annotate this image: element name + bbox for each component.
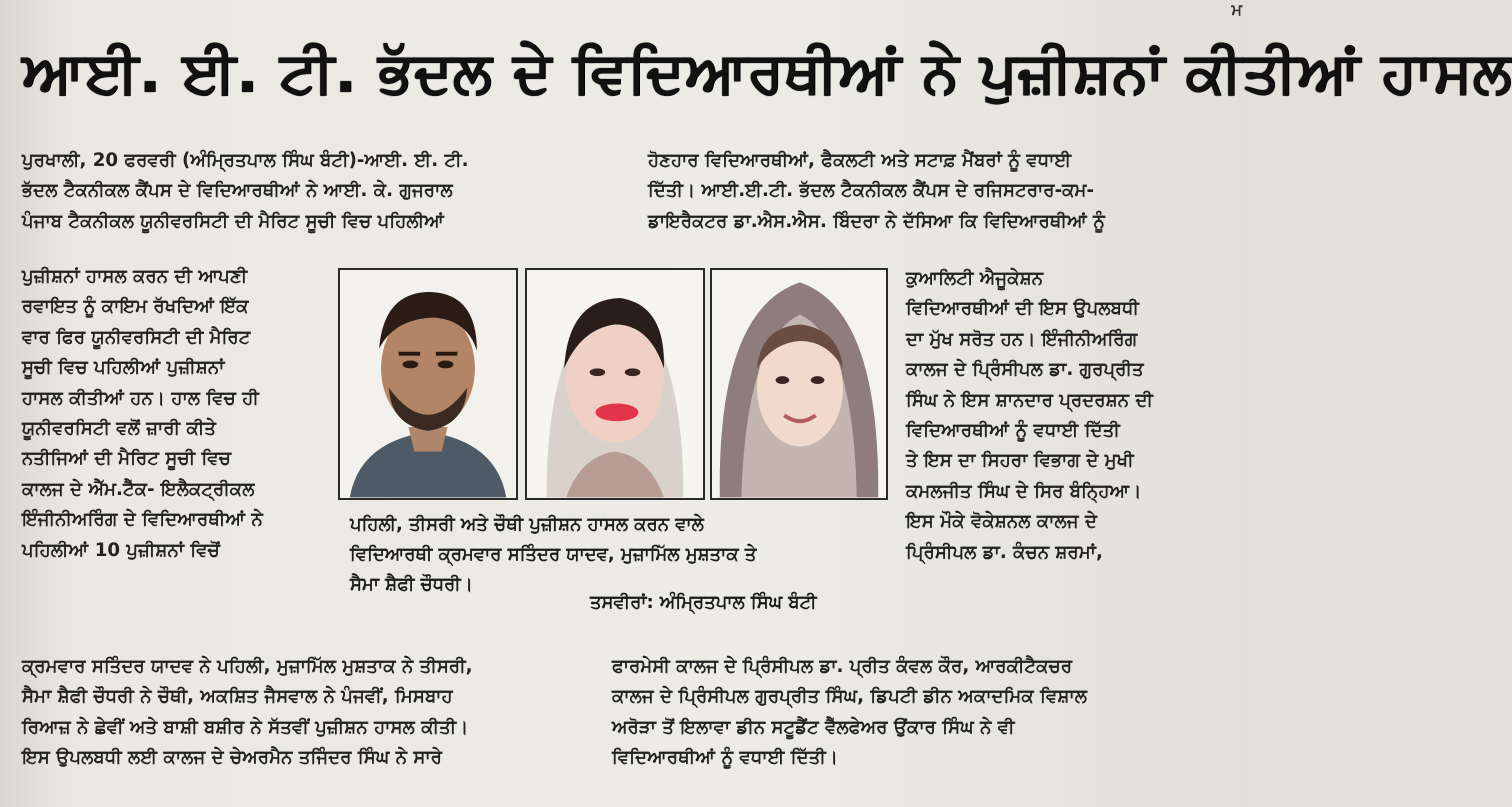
caption-line: ਸੈਮਾ ਸ਼ੈਫੀ ਚੌਧਰੀ। <box>350 574 473 595</box>
caption-line: ਵਿਦਿਆਰਥੀ ਕ੍ਰਮਵਾਰ ਸਤਿੰਦਰ ਯਾਦਵ, ਮੁਜ਼ਾਮਿੱਲ ਮੁਸ਼ਤਾਕ ਤੇ <box>350 544 757 565</box>
photo-strip <box>338 268 888 500</box>
article-right-bottom <box>612 652 1228 774</box>
article-line: ਭੱਦਲ ਟੈਕਨੀਕਲ ਕੈਂਪਸ ਦੇ ਵਿਦਿਆਰਥੀਆਂ ਨੇ ਆਈ. ਕੇ. ਗੁਜਰਾਲ <box>22 180 453 202</box>
article-line: ਪੰਜਾਬ ਟੈਕਨੀਕਲ ਯੂਨੀਵਰਸਿਟੀ ਦੀ ਮੈਰਿਟ ਸੂਚੀ ਵਿਚ ਪਹਿਲੀਆਂ <box>22 210 445 232</box>
article-line: ਅਰੋੜਾ ਤੋਂ ਇਲਾਵਾ ਡੀਨ ਸਟੂਡੈਂਟ ਵੈੱਲਫੇਅਰ ਉਂਕਾਰ ਸਿੰਘ ਨੇ ਵੀ <box>612 716 1015 738</box>
article-line: ਹੋਣਹਾਰ ਵਿਦਿਆਰਥੀਆਂ, ਫੈਕਲਟੀ ਅਤੇ ਸਟਾਫ਼ ਮੈਂਬਰਾਂ ਨੂੰ ਵਧਾਈ <box>648 150 1072 171</box>
article-line: ਸੂਚੀ ਵਿਚ ਪਹਿਲੀਆਂ ਪੁਜ਼ੀਸ਼ਨਾਂ <box>22 357 225 379</box>
article-left-top <box>22 146 594 237</box>
article-line: ਪਹਿਲੀਆਂ 10 ਪੁਜ਼ੀਸ਼ਨਾਂ ਵਿਚੋਂ <box>22 539 220 561</box>
photo-student-third <box>525 268 705 500</box>
article-line: ਫਾਰਮੇਸੀ ਕਾਲਜ ਦੇ ਪ੍ਰਿੰਸੀਪਲ ਡਾ. ਪ੍ਰੀਤ ਕੰਵਲ ਕੌਰ, ਆਰਕੀਟੈਕਚਰ <box>612 656 1073 677</box>
article-line: ਹਾਸਲ ਕੀਤੀਆਂ ਹਨ। ਹਾਲ ਵਿਚ ਹੀ <box>22 387 259 409</box>
portrait-man-icon <box>340 270 516 498</box>
article-line: ਰਵਾਇਤ ਨੂੰ ਕਾਇਮ ਰੱਖਦਿਆਂ ਇੱਕ <box>22 296 249 318</box>
headline: ਆਈ. ਈ. ਟੀ. ਭੱਦਲ ਦੇ ਵਿਦਿਆਰਥੀਆਂ ਨੇ ਪੁਜ਼ੀਸ਼ਨਾਂ ਕੀਤੀਆਂ ਹਾਸਲ <box>22 40 1512 106</box>
article-left-bottom <box>22 652 612 774</box>
article-line: ਕਮਲਜੀਤ ਸਿੰਘ ਦੇ ਸਿਰ ਬੰਨ੍ਹਿਆ। <box>906 480 1142 502</box>
photo-caption <box>350 510 890 600</box>
article-line: ਰਿਆਜ਼ ਨੇ ਛੇਵੀਂ ਅਤੇ ਬਾਸ਼ੀ ਬਸ਼ੀਰ ਨੇ ਸੱਤਵੀਂ ਪੁਜ਼ੀਸ਼ਨ ਹਾਸਲ ਕੀਤੀ। <box>22 716 469 738</box>
article-line: ਡਾਇਰੈਕਟਰ ਡਾ.ਐਸ.ਐਸ. ਬਿੰਦਰਾ ਨੇ ਦੱਸਿਆ ਕਿ ਵਿਦਿਆਰਥੀਆਂ ਨੂੰ <box>648 210 1105 232</box>
article-line: ਸਿੰਘ ਨੇ ਇਸ ਸ਼ਾਨਦਾਰ ਪ੍ਰਦਰਸ਼ਨ ਦੀ <box>906 389 1153 411</box>
article-line: ਕ੍ਰਮਵਾਰ ਸਤਿੰਦਰ ਯਾਦਵ ਨੇ ਪਹਿਲੀ, ਮੁਜ਼ਾਮਿੱਲ ਮੁਸ਼ਤਾਕ ਨੇ ਤੀਸਰੀ, <box>22 656 473 677</box>
photo-student-fourth <box>710 268 888 500</box>
article-line: ਯੂਨੀਵਰਸਿਟੀ ਵਲੋਂ ਜ਼ਾਰੀ ਕੀਤੇ <box>22 417 216 439</box>
article-line: ਵਿਦਿਆਰਥੀਆਂ ਨੂੰ ਵਧਾਈ ਦਿੱਤੀ। <box>612 747 839 769</box>
photo-student-first <box>338 268 518 500</box>
article-line: ਇਸ ਮੌਕੇ ਵੋਕੇਸ਼ਨਲ ਕਾਲਜ ਦੇ <box>906 511 1097 533</box>
article-line: ਪ੍ਰਿੰਸੀਪਲ ਡਾ. ਕੰਚਨ ਸ਼ਰਮਾਂ, <box>906 541 1103 563</box>
article-line: ਕਾਲਜ ਦੇ ਪ੍ਰਿੰਸੀਪਲ ਗੁਰਪ੍ਰੀਤ ਸਿੰਘ, ਡਿਪਟੀ ਡੀਨ ਅਕਾਦਮਿਕ ਵਿਸ਼ਾਲ <box>612 686 1087 708</box>
portrait-woman-dupatta-icon <box>712 270 886 498</box>
article-line: ਇਸ ਉਪਲਬਧੀ ਲਈ ਕਾਲਜ ਦੇ ਚੇਅਰਮੈਨ ਤਜਿੰਦਰ ਸਿੰਘ ਨੇ ਸਾਰੇ <box>22 747 443 769</box>
portrait-woman-icon <box>527 270 703 498</box>
article-line: ਇੰਜੀਨੀਅਰਿੰਗ ਦੇ ਵਿਦਿਆਰਥੀਆਂ ਨੇ <box>22 509 263 531</box>
article-line: ਤੇ ਇਸ ਦਾ ਸਿਹਰਾ ਵਿਭਾਗ ਦੇ ਮੁਖੀ <box>906 450 1134 472</box>
article-line: ਦਾ ਮੁੱਖ ਸਰੋਤ ਹਨ। ਇੰਜੀਨੀਅਰਿੰਗ <box>906 328 1138 350</box>
article-line: ਕਾਲਜ ਦੇ ਐੱਮ.ਟੈੱਕ- ਇਲੈਕਟ੍ਰੀਕਲ <box>22 478 255 500</box>
article-line: ਦਿੱਤੀ। ਆਈ.ਈ.ਟੀ. ਭੱਦਲ ਟੈਕਨੀਕਲ ਕੈਂਪਸ ਦੇ ਰਜਿਸਟਰਾਰ-ਕਮ- <box>648 180 1095 202</box>
photo-credit: ਤਸਵੀਰਾਂ: ਅੰਮ੍ਰਿਤਪਾਲ ਸਿੰਘ ਬੰਟੀ <box>590 592 817 613</box>
article-right-narrow <box>906 264 1228 568</box>
article-line: ਸੈਮਾ ਸ਼ੈਫੀ ਚੌਧਰੀ ਨੇ ਚੌਥੀ, ਅਕਸ਼ਿਤ ਜੈਸਵਾਲ ਨੇ ਪੰਜਵੀਂ, ਮਿਸਬਾਹ <box>22 686 453 708</box>
article-line: ਵਾਰ ਫਿਰ ਯੂਨੀਵਰਸਿਟੀ ਦੀ ਮੈਰਿਟ <box>22 326 251 348</box>
article-right-top <box>648 146 1228 237</box>
caption-line: ਪਹਿਲੀ, ਤੀਸਰੀ ਅਤੇ ਚੌਥੀ ਪੁਜ਼ੀਸ਼ਨ ਹਾਸਲ ਕਰਨ ਵਾਲੇ <box>350 514 704 535</box>
article-line: ਪੁਰਖਾਲੀ, 20 ਫਰਵਰੀ (ਅੰਮ੍ਰਿਤਪਾਲ ਸਿੰਘ ਬੰਟੀ)-ਆਈ. ਈ. ਟੀ. <box>22 150 469 171</box>
article-left-narrow <box>22 262 330 566</box>
article-line: ਕਾਲਜ ਦੇ ਪ੍ਰਿੰਸੀਪਲ ਡਾ. ਗੁਰਪ੍ਰੀਤ <box>906 359 1144 381</box>
article-line: ਨਤੀਜਿਆਂ ਦੀ ਮੈਰਿਟ ਸੂਚੀ ਵਿਚ <box>22 448 232 470</box>
corner-mark: ਮ <box>1231 0 1242 19</box>
article-line: ਕੁਆਲਿਟੀ ਐਜੂਕੇਸ਼ਨ <box>906 268 1044 289</box>
article-line: ਵਿਦਿਆਰਥੀਆਂ ਦੀ ਇਸ ਉਪਲਬਧੀ <box>906 298 1139 320</box>
article-line: ਵਿਦਿਆਰਥੀਆਂ ਨੂੰ ਵਧਾਈ ਦਿੱਤੀ <box>906 419 1120 441</box>
article-line: ਪੁਜ਼ੀਸ਼ਨਾਂ ਹਾਸਲ ਕਰਨ ਦੀ ਆਪਣੀ <box>22 266 248 287</box>
